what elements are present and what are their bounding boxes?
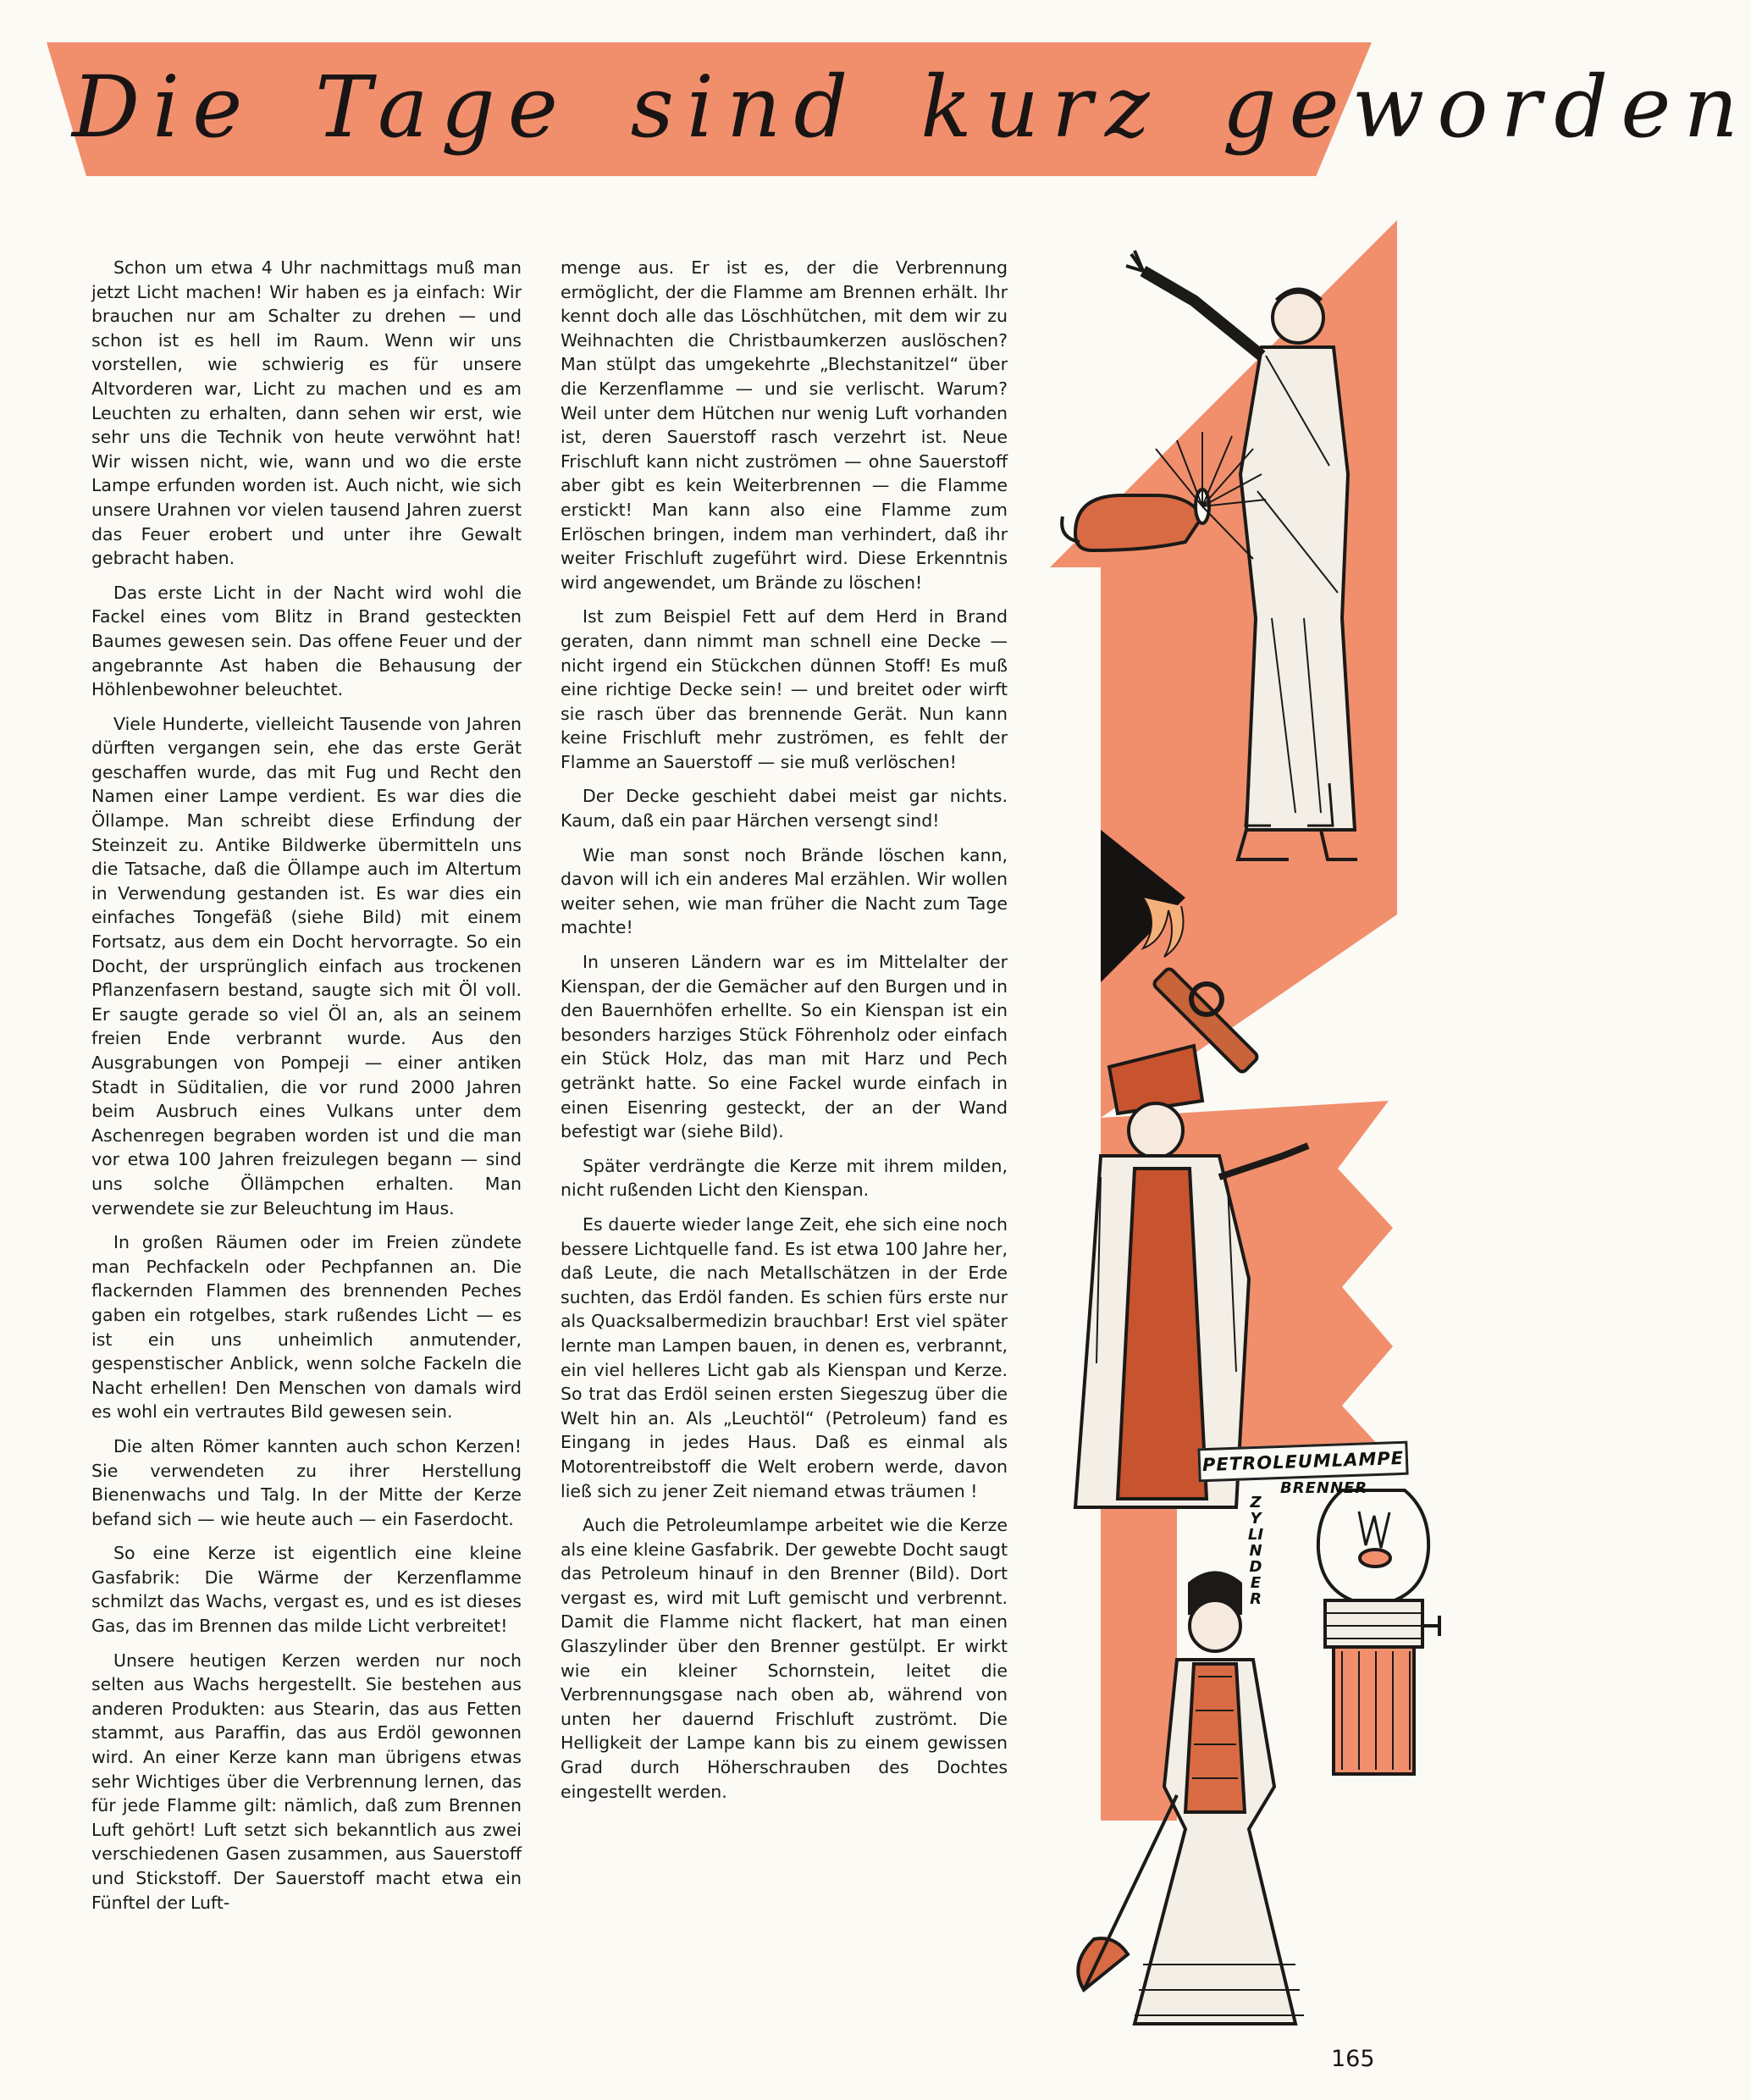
paragraph: Schon um etwa 4 Uhr nachmittags muß man jetzt Licht machen! Wir haben es ja einfach: Wir brauchen nur am Schalter zu drehen — und schon ist es hell im Raum. Wenn wir uns vorstellen, wie schwierig es für unsere Altvorderen war, Licht zu machen und es am Leuchten zu erhalten, dann sehen wir erst, wie sehr uns die Technik von heute verwöhnt hat! Wir wissen nicht, wie, wann und wo die erste Lampe erfunden worden ist. Auch nicht, wie sich unsere Urahnen vor vielen tausend Jahren zuerst das Feuer erobert und unter ihre Gewalt gebracht haben. <box>91 257 522 569</box>
paragraph: Unsere heutigen Kerzen werden nur noch selten aus Wachs hergestellt. Sie bestehen aus anderen Produkten: aus Stearin, das aus Fetten stammt, aus Paraffin, das aus Erdöl gewonnen wird. An einer Kerze kann man übrigens etwas sehr Wichtiges über die Verbrennung lernen, das für jede Flamme gilt: nämlich, daß zum Brennen Luft gehört! Luft setzt sich bekanntlich aus zwei verschiedenen Gasen zusammen, aus Sauerstoff und Stickstoff. Der Sauerstoff macht etwa ein Fünftel der Luft- <box>91 1650 522 1913</box>
text-column-right <box>561 256 1008 1814</box>
lamp-glass-chimney <box>1318 1490 1428 1600</box>
paragraph: Es dauerte wieder lange Zeit, ehe sich eine noch bessere Lichtquelle fand. Es ist etwa 100 Jahre her, daß Leute, die nach Metallschätzen in der Erde suchten, das Erdöl fanden. Es schien fürs erste nur als Quacksalbermedizin brauchbar! Erst viel später lernte man Lampen bauen, in denen es, verbrannt, ein viel helleres Licht gab als Kienspan und Kerze. So trat das Erdöl seinen ersten Siegeszug über die Welt hin an. Als „Leuchtöl“ (Petroleum) fand es Eingang in jedes Haus. Daß es einmal als Motorentreibstoff die Welt erobern werde, davon ließ sich zu jener Zeit niemand etwas träumen ! <box>561 1213 1008 1501</box>
roman-arm <box>1143 271 1262 356</box>
paragraph: Ist zum Beispiel Fett auf dem Herd in Brand geraten, dann nimmt man schnell eine Decke — nicht irgend ein Stückchen dünnen Stoff! Es muß eine richtige Decke sein! — und breitet oder wirft sie rasch über das brennende Gerät. Nun kann keine Frischluft mehr zuströmen, es fehlt der Flamme an Sauerstoff — sie muß verlöschen! <box>561 606 1008 772</box>
brenner-label: BRENNER <box>1280 1479 1368 1497</box>
medieval-head <box>1129 1103 1183 1158</box>
medieval-dress <box>1118 1169 1207 1499</box>
paragraph: Wie man sonst noch Brände löschen kann, davon will ich ein anderes Mal erzählen. Wir wollen weiter sehen, wie man früher die Nacht zum Tage machte! <box>561 844 1008 938</box>
paragraph: Die alten Römer kannten auch schon Kerzen! Sie verwendeten zu ihrer Herstellung Bienenwachs und Talg. In der Mitte der Kerze befand sich — wie heute auch — ein Faserdocht. <box>91 1435 522 1529</box>
illustration-column <box>1050 220 1422 2032</box>
text-column-left <box>91 256 522 1925</box>
paragraph: Der Decke geschieht dabei meist gar nichts. Kaum, daß ein paar Härchen versengt sind! <box>561 786 1008 832</box>
salmon-shape-upper <box>1101 567 1397 1118</box>
roman-toga <box>1240 347 1355 830</box>
victorian-head <box>1190 1600 1240 1651</box>
paragraph: In unseren Ländern war es im Mittelalter der Kienspan, der die Gemächer auf den Burgen und in den Bauernhöfen erhellte. So ein Kienspan ist ein besonders harziges Stück Föhrenholz oder einfach ein Stück Holz, das man mit Harz und Pech getränkt hatte. So eine Fackel wurde einfach in einen Eisenring gesteckt, der an der Wand befestigt war (siehe Bild). <box>561 952 1008 1142</box>
zylinder-label: ZYLINDER <box>1247 1494 1264 1608</box>
lamp-base <box>1334 1647 1414 1774</box>
lamp-burner <box>1325 1600 1422 1647</box>
paragraph: Auch die Petroleumlampe arbeitet wie die Kerze als eine kleine Gasfabrik. Der gewebte Docht saugt das Petroleum hinauf in den Brenner (Bild). Dort vergast es, wird mit Luft gemischt und verbrennt. Damit die Flamme nicht flackert, hat man einen Glaszylinder über den Brenner gestülpt. Er wirkt wie ein kleiner Schornstein, leitet die Verbrennungsgase nach oben ab, während von unten her dauernd Frischluft zuströmt. Die Helligkeit der Lampe kann bis zu einem gewissen Grad durch Höherschrauben des Dochtes eingestellt werden. <box>561 1515 1008 1802</box>
paragraph: In großen Räumen oder im Freien zündete man Pechfackeln oder Pechpfannen an. Die flackernden Flammen des brennenden Peches gaben ein rotgelbes, stark rußendes Licht — es ist ein uns unheimlich anmutender, gespenstischer Anblick, wenn solche Fackeln die Nacht erhellen! Den Menschen von damals wird es wohl ein vertrautes Bild gewesen sein. <box>91 1232 522 1423</box>
page-number: 165 <box>1331 2046 1375 2072</box>
petroleumlampe-label: PETROLEUMLAMPE <box>1197 1441 1408 1483</box>
paragraph: Später verdrängte die Kerze mit ihrem milden, nicht rußenden Licht den Kienspan. <box>561 1155 1008 1201</box>
paragraph: Viele Hunderte, vielleicht Tausende von Jahren dürften vergangen sein, ehe das erste Gerät geschaffen wurde, das mit Fug und Recht den Namen einer Lampe verdient. Es war dies die Öllampe. Man schreibt diese Erfindung der Steinzeit zu. Antike Bildwerke übermitteln uns die Tatsache, daß die Öllampe auch im Altertum in Verwendung gestanden ist. Es war dies ein einfaches Tongefäß (siehe Bild) mit einem Fortsatz, aus dem ein Docht hervorragte. So ein Docht, der ursprünglich einfach aus trockenen Pflanzenfasern bestand, saugte sich mit Öl voll. Er saugte gerade so viel Öl an, als an seinem freien Ende verbrannt wurde. Aus den Ausgrabungen von Pompeji — einer antiken Stadt in Süditalien, die vor rund 2000 Jahren beim Ausbruch eines Vulkans unter dem Aschenregen begraben worden ist und die man vor etwa 100 Jahren freizulegen begann — sind uns solche Öllämpchen erhalten. Man verwendete sie zur Beleuchtung im Haus. <box>91 713 522 1219</box>
page-title: Die Tage sind kurz geworden <box>72 58 1751 157</box>
paragraph: menge aus. Er ist es, der die Verbrennung ermöglicht, der die Flamme am Brennen erhält. Ihr kennt doch alle das Löschhütchen, mit dem wir zu Weihnachten die Christbaumkerzen auslöschen? Man stülpt das umgekehrte „Blechstanitzel“ über die Kerzenflamme — und sie verlischt. Warum? Weil unter dem Hütchen nur wenig Luft vorhanden ist, deren Sauerstoff rasch verzehrt ist. Neue Frischluft kann nicht zuströmen — ohne Sauerstoff aber gibt es kein Weiterbrennen — die Flamme erstickt! Man kann also eine Flamme zum Erlöschen bringen, indem man verhindert, daß ihr weiter Frischluft zugeführt wird. Diese Erkenntnis wird angewendet, um Brände zu löschen! <box>561 257 1008 593</box>
victorian-bodice <box>1185 1664 1245 1812</box>
paragraph: So eine Kerze ist eigentlich eine kleine Gasfabrik: Die Wärme der Kerzenflamme schmilzt das Wachs, vergast es, und es ist dieses Gas, das im Brennen das milde Licht verbreitet! <box>91 1543 522 1637</box>
petroleum-lamp <box>1318 1490 1439 1774</box>
paragraph: Das erste Licht in der Nacht wird wohl die Fackel eines vom Blitz in Brand gesteckten Baumes gewesen sein. Das offene Feuer und der angebrannte Ast haben die Behausung der Höhlenbewohner beleuchtet. <box>91 582 522 700</box>
